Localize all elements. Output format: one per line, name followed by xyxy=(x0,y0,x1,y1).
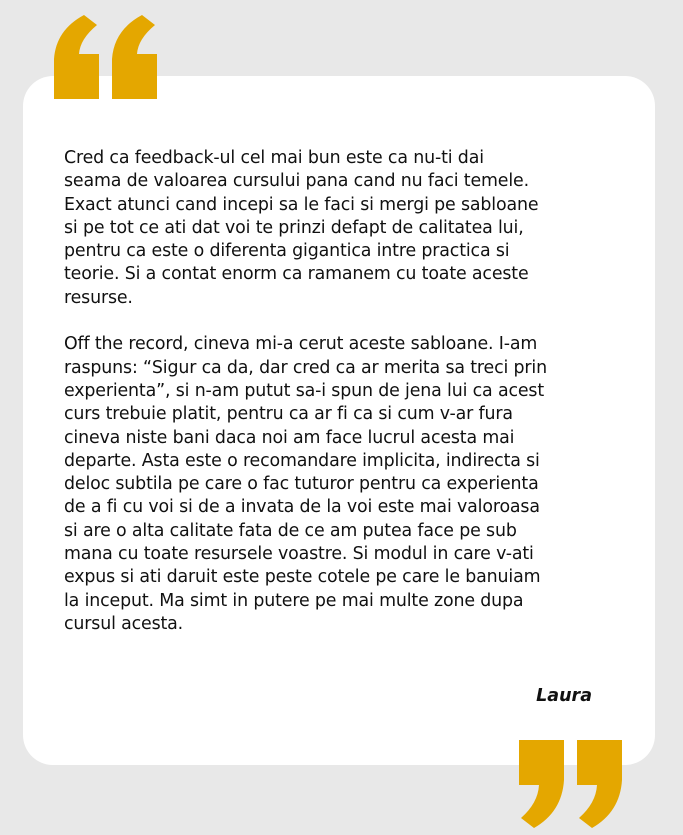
text-line: la inceput. Ma simt in putere pe mai multe zone dupa xyxy=(64,590,524,611)
text-line: cursul acesta. xyxy=(64,613,184,634)
text-line: pentru ca este o diferenta gigantica intre practica si xyxy=(64,241,510,262)
paragraph-spacer xyxy=(64,310,639,333)
closing-quote-mark-left xyxy=(519,740,564,828)
author-name: Laura xyxy=(536,686,592,706)
text-line: deloc subtila pe care o fac tuturor pentru ca experienta xyxy=(64,474,539,495)
text-line: Off the record, cineva mi-a cerut aceste sabloane. I-am xyxy=(64,334,538,355)
opening-quote-mark-right xyxy=(112,15,157,99)
text-line: seama de valoarea cursului pana cand nu faci temele. xyxy=(64,171,529,192)
closing-quote-icon xyxy=(516,740,623,832)
text-line: cineva niste bani daca noi am face lucrul acesta mai xyxy=(64,427,515,448)
text-line: si pe tot ce ati dat voi te prinzi defapt de calitatea lui, xyxy=(64,217,524,238)
closing-quote-mark-right xyxy=(577,740,622,828)
text-line: curs trebuie platit, pentru ca ar fi ca si cum v-ar fura xyxy=(64,404,513,425)
text-line: raspuns: “Sigur ca da, dar cred ca ar merita sa treci prin xyxy=(64,357,547,378)
text-line: mana cu toate resursele voastre. Si modul in care v-ati xyxy=(64,544,534,565)
text-line: departe. Asta este o recomandare implicita, indirecta si xyxy=(64,450,540,471)
opening-quote-icon xyxy=(53,12,160,104)
text-line: teorie. Si a contat enorm ca ramanem cu toate aceste xyxy=(64,264,529,285)
text-line: Exact atunci cand incepi sa le faci si mergi pe sabloane xyxy=(64,194,539,215)
opening-quote-mark-left xyxy=(54,15,99,99)
text-line: si are o alta calitate fata de ce am putea face pe sub xyxy=(64,520,517,541)
text-line: expus si ati daruit este peste cotele pe care le banuiam xyxy=(64,567,541,588)
text-line: experienta”, si n-am putut sa-i spun de jena lui ca acest xyxy=(64,380,544,401)
testimonial-text xyxy=(64,147,639,636)
text-line: de a fi cu voi si de a invata de la voi este mai valoroasa xyxy=(64,497,540,518)
text-line: resurse. xyxy=(64,287,133,308)
text-line: Cred ca feedback-ul cel mai bun este ca nu-ti dai xyxy=(64,148,484,168)
